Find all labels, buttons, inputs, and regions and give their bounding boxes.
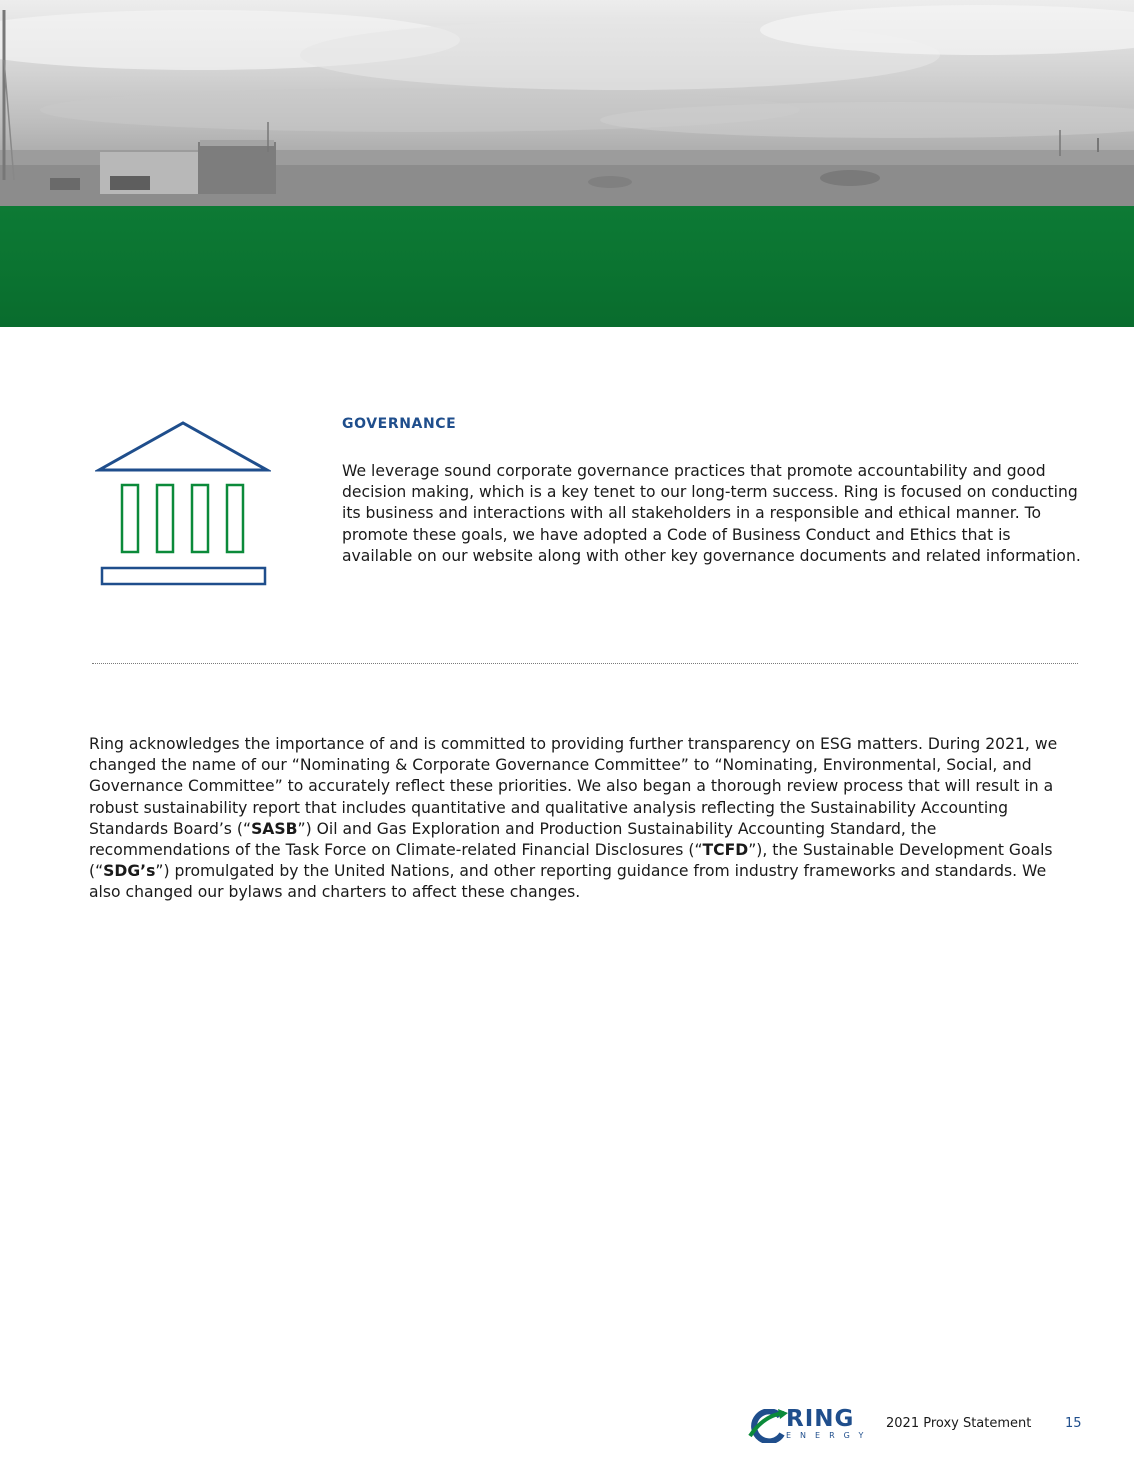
- sasb-term: SASB: [251, 819, 298, 838]
- bank-building-icon: [95, 420, 271, 588]
- section-heading: GOVERNANCE: [342, 416, 457, 432]
- sdgs-term: SDG’s: [103, 862, 156, 881]
- green-header-band: [0, 206, 1134, 327]
- page-number: 15: [1065, 1416, 1082, 1431]
- dotted-divider: [92, 663, 1078, 664]
- paragraph-text: Ring acknowledges the importance of and is committed to providing further transparency on ESG matters. During 2021, we changed the name of our “Nominating & Corporate Governance Committee” to “Nominating, Environmental, Social, and Governance Committee” to accurately reflect these priorities. We also began a thorough review process that will result in a robust sustainability report that includes quantitative and qualitative analysis reflecting the Sustainability Accounting Standards Board’s (“: [89, 735, 1058, 838]
- logo-wordmark: RING: [786, 1406, 855, 1432]
- logo-subtitle: ENERGY: [786, 1431, 873, 1440]
- paragraph-text: ”) promulgated by the United Nations, and other reporting guidance from industry frameworks and standards. We also changed our bylaws and charters to affect these changes.: [89, 862, 1047, 902]
- paragraph-text: ”), the Sustainable Development Goals (“: [89, 841, 1053, 881]
- footer-document-title: 2021 Proxy Statement: [886, 1416, 1032, 1431]
- header-photo-banner: [0, 0, 1134, 206]
- oilfield-landscape-image: [0, 0, 1134, 206]
- tcfd-term: TCFD: [702, 841, 749, 860]
- paragraph-text: ”) Oil and Gas Exploration and Production Sustainability Accounting Standard, the recommendations of the Task Force on Climate-related Financial Disclosures (“: [89, 819, 937, 860]
- section-text: We leverage sound corporate governance practices that promote accountability and good decision making, which is a key tenet to our long-term success. Ring is focused on conducting its business and interactions with all stakeholders in a responsible and ethical manner. To promote these goals, we have adopted a Code of Business Conduct and Ethics that is available on our website along with other key governance documents and related information.: [342, 462, 1081, 565]
- esg-paragraph: [89, 734, 1079, 904]
